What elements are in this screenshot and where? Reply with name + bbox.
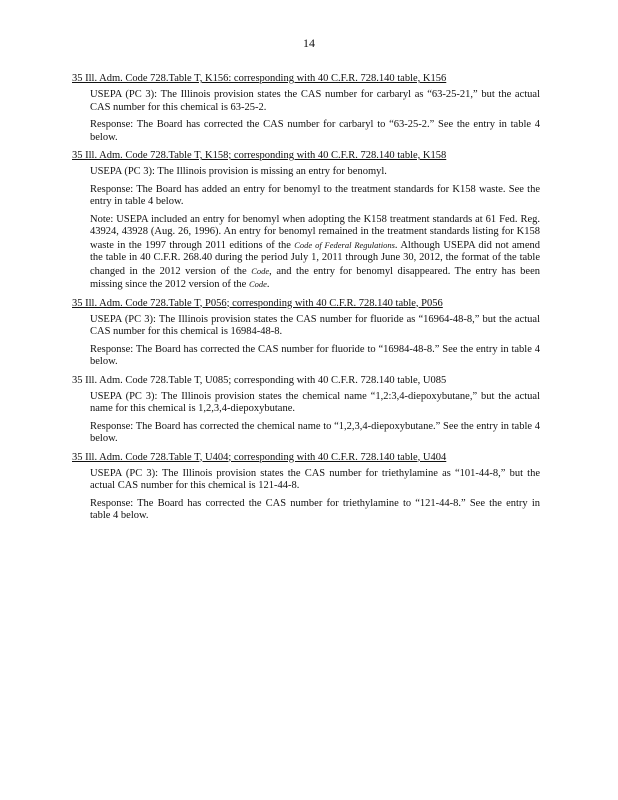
section-k156 (72, 72, 552, 144)
section-k158 (72, 149, 552, 292)
section-heading: 35 Ill. Adm. Code 728.Table T, K158; corresponding with 40 C.F.R. 728.140 table, K158 (72, 150, 447, 161)
comment-paragraph: USEPA (PC 3): The Illinois provision states the chemical name “1,2:3,4-diepoxybutane,” but the actual name for this chemical is 1,2,3,4-diepoxybutane. (90, 390, 540, 414)
note-text: . Although USEPA did not amend the table in 40 C.F.R. 268.40 during the period July 1, 2011 through June 30, 2012, the format of the table changed in the 2012 version of the (90, 239, 540, 277)
document-body (72, 72, 552, 528)
note-text: . (266, 279, 270, 290)
note-citation-italic: Code (248, 279, 267, 289)
response-paragraph: Response: The Board has corrected the CAS number for fluoride to “16984-48-8.” See the entry in table 4 below. (90, 343, 540, 367)
section-u085 (72, 374, 552, 446)
note-text: , and the entry for benomyl disappeared. The entry has been missing since the 2012 version of the (90, 265, 540, 290)
comment-paragraph: USEPA (PC 3): The Illinois provision is missing an entry for benomyl. (90, 166, 387, 177)
comment-paragraph: USEPA (PC 3): The Illinois provision states the CAS number for fluoride as “16964-48-8,” but the actual CAS number for this chemical is 16984-48-8. (90, 313, 540, 337)
comment-paragraph: USEPA (PC 3): The Illinois provision states the CAS number for carbaryl as “63-25-21,” but the actual CAS number for this chemical is 63-25-2. (90, 89, 540, 113)
response-paragraph: Response: The Board has corrected the chemical name to “1,2,3,4-diepoxybutane.” See the entry in table 4 below. (90, 420, 540, 444)
response-paragraph: Response: The Board has corrected the CAS number for carbaryl to “63-25-2.” See the entry in table 4 below. (90, 119, 540, 143)
section-heading: 35 Ill. Adm. Code 728.Table T, P056; corresponding with 40 C.F.R. 728.140 table, P056 (72, 297, 443, 309)
note-citation-italic: Code of Federal Regulations (294, 239, 395, 250)
note-paragraph (90, 214, 540, 292)
response-paragraph: Response: The Board has added an entry for benomyl to the treatment standards for K158 waste. See the entry in table 4 below. (90, 183, 540, 207)
response-paragraph: Response: The Board has corrected the CAS number for triethylamine to “121-44-8.” See the entry in table 4 below. (90, 497, 540, 521)
section-heading: 35 Ill. Adm. Code 728.Table T, K156: corresponding with 40 C.F.R. 728.140 table, K156 (72, 73, 447, 84)
note-text: Note: USEPA included an entry for benomyl when adopting the K158 treatment standards at 61 Fed. Reg. 43924, 43928 (Aug. 26, 1996). An entry for benomyl remained in the treatment standards listing for K158 waste in the 1997 through 2011 editions of the (90, 213, 540, 251)
comment-paragraph: USEPA (PC 3): The Illinois provision states the CAS number for triethylamine as “101-44-8,” but the actual CAS number for this chemical is 121-44-8. (90, 467, 540, 491)
section-heading: 35 Ill. Adm. Code 728.Table T, U404; corresponding with 40 C.F.R. 728.140 table, U404 (72, 451, 447, 463)
section-heading: 35 Ill. Adm. Code 728.Table T, U085; corresponding with 40 C.F.R. 728.140 table, U085 (72, 374, 447, 386)
section-u404 (72, 451, 552, 523)
note-citation-italic: Code (251, 265, 270, 276)
section-p056 (72, 297, 552, 369)
page-number: 14 (303, 36, 315, 50)
